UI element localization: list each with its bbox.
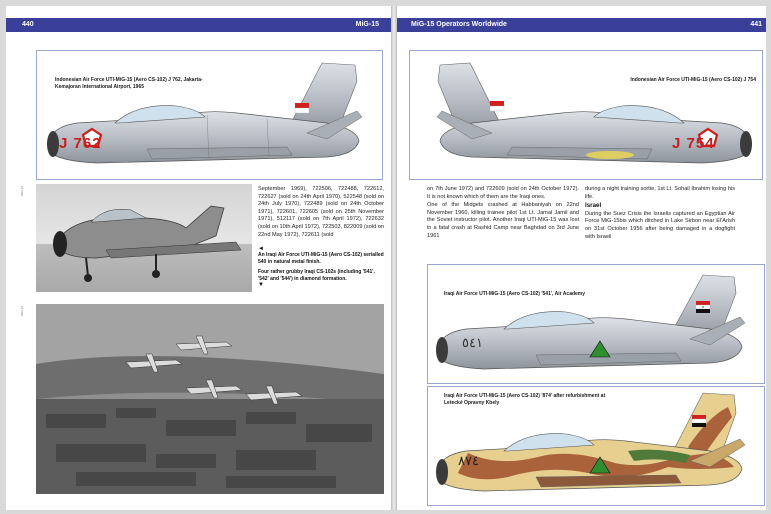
profile-box-j762 — [36, 50, 383, 180]
arrow-left-icon: ◄ — [258, 246, 264, 252]
profile-caption-874: Iraqi Air Force UTI-MiG-15 (Aero CS-102) '874' after refurbishment at Letecké Opravny Kbely — [444, 393, 606, 406]
profile-caption-j754: Indonesian Air Force UTI-MiG-15 (Aero CS-102) J 754 — [630, 77, 756, 83]
right-header-bar — [397, 18, 766, 32]
right-col1-paragraph-2: One of the Midgets crashed at Habbaniyah on 22nd November 1960, killing trainee pilot 1st Lt. Jamal Jamil and the Soviet instructor pilot. Another Iraqi UTI-MiG-15 was lost in a fatal crash at Rashid Camp near Baghdad on 3rd June 1961 — [427, 202, 579, 239]
photo-iraqi-540 — [36, 184, 252, 292]
right-running-head: MiG-15 Operators Worldwide — [411, 21, 507, 28]
photo-formation-scene — [36, 304, 384, 494]
right-col2-paragraph-2: During the Suez Crisis the Israelis captured an Egyptian Air Force MiG-15bis which ditched in Lake Sirbon near El'Arish on 31st October 1956 after being damaged in a dogfight with Israeli — [585, 210, 735, 240]
right-col1-paragraph-1: on 7th June 1972) and 722609 (sold on 24th October 1972). It is not known which of them are the Iraqi ones. — [427, 186, 579, 200]
right-column-2 — [585, 186, 735, 242]
aircraft-serial-j754: J 754 — [672, 135, 715, 152]
arrow-down-icon: ▼ — [258, 282, 264, 289]
aircraft-profile-j754 — [410, 51, 762, 179]
left-header-bar — [6, 18, 391, 32]
profile-box-541 — [427, 264, 765, 384]
left-running-head: MiG-15 — [355, 21, 379, 28]
left-page — [6, 6, 391, 510]
aircraft-serial-j762: J 762 — [59, 135, 102, 152]
right-column-1 — [427, 186, 579, 241]
left-page-number: 440 — [22, 21, 34, 28]
aircraft-profile-874 — [428, 387, 764, 505]
photo-formation-aerial — [36, 304, 384, 494]
right-col2-paragraph-1: during a night training sortie, 1st Lt. Sohail Ibrahim losing his life. — [585, 186, 735, 200]
photo-aircraft-540 — [36, 184, 252, 292]
aircraft-serial-541: ٥٤١ — [462, 335, 483, 350]
profile-caption-j762: Indonesian Air Force UTI-MiG-15 (Aero CS-102) J 762, Jakarta-Kemajoran International Airport, 1965 — [55, 77, 203, 90]
photo-caption-540: An Iraqi Air Force UTI-MiG-15 (Aero CS-102) serialled 540 in natural metal finish. — [258, 252, 384, 265]
photo-caption-block — [258, 246, 384, 288]
side-note-1: MIG-15 — [20, 186, 24, 197]
left-body-text: September 1969), 722506, 722488, 722612, 722627 (sold on 24th April 1970), 522548 (sold on 24th July 1970), 722489 (sold on 24th October 1971), 722601, 722605 (sold on 25th November 1971), 512117 (sold on 7th April 1972), 722632 (sold on 10th April 1972), 722503, 822009 (sold on 22nd May 1972), 722611 (sold — [258, 186, 384, 238]
profile-box-j754 — [409, 50, 763, 180]
aircraft-serial-874: ٨٧٤ — [458, 453, 479, 468]
aircraft-profile-541 — [428, 265, 764, 383]
aircraft-profile-j762 — [37, 51, 382, 179]
side-note-2: MIG-15 — [20, 306, 24, 317]
profile-box-874 — [427, 386, 765, 506]
right-page — [397, 6, 766, 510]
photo-caption-formation: Four rather grubby Iraqi CS-102s (including '541', '542' and '544') in diamond formation. — [258, 269, 375, 282]
right-page-number: 441 — [750, 21, 762, 28]
profile-caption-541: Iraqi Air Force UTI-MiG-15 (Aero CS-102) '541', Air Academy — [444, 291, 586, 297]
section-heading-israel: Israel — [585, 202, 602, 210]
book-spread — [6, 6, 766, 510]
